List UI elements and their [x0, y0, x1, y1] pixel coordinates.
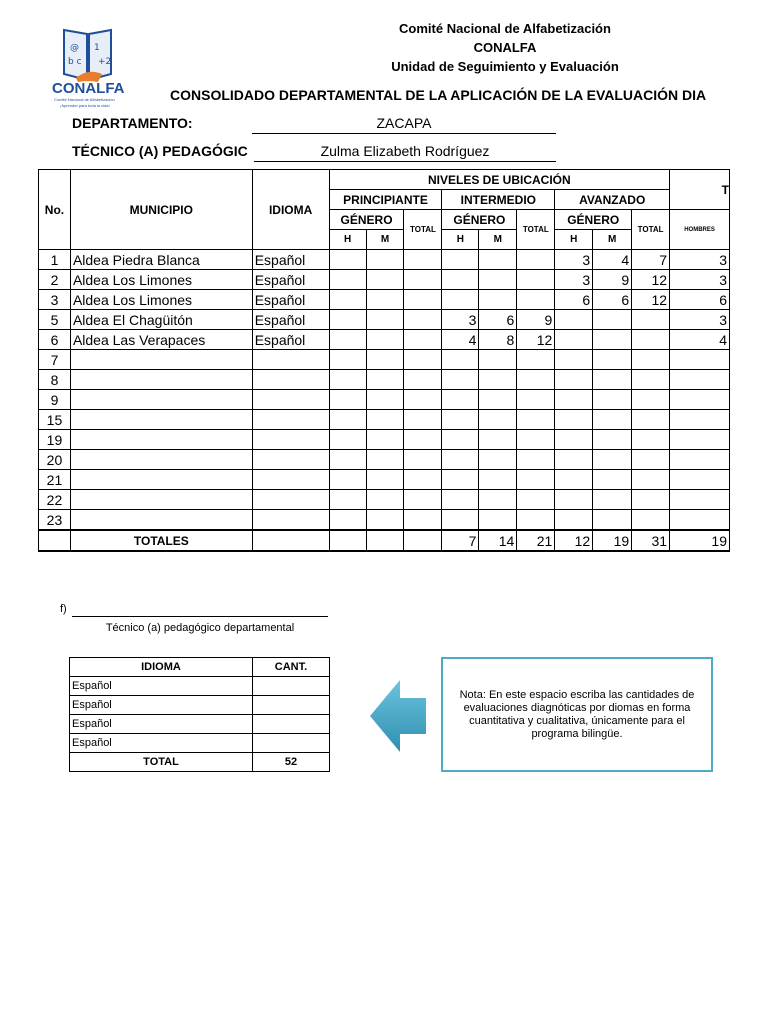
row-it [517, 370, 555, 390]
row-municipio [70, 510, 252, 531]
row-ph [329, 450, 366, 470]
row-it: 12 [517, 330, 555, 350]
totals-it: 21 [517, 530, 555, 551]
row-am [593, 430, 632, 450]
departamento-label: DEPARTAMENTO: [72, 115, 193, 131]
table-row [39, 510, 730, 531]
row-pm [366, 270, 404, 290]
row-pm [366, 490, 404, 510]
row-pm [366, 350, 404, 370]
totals-ih: 7 [442, 530, 479, 551]
row-at: 7 [632, 250, 670, 270]
row-pt [404, 290, 442, 310]
row-idioma [252, 410, 329, 430]
row-pm [366, 250, 404, 270]
row-im [479, 490, 517, 510]
row-ph [329, 310, 366, 330]
row-it [517, 430, 555, 450]
table-body [39, 250, 730, 531]
row-no: 6 [39, 330, 71, 350]
header-h: H [442, 230, 479, 250]
row-ih [442, 410, 479, 430]
row-ah: 3 [555, 270, 593, 290]
logo-subtitle: Comité Nacional de Alfabetización [54, 97, 115, 102]
row-pm [366, 310, 404, 330]
row-am [593, 350, 632, 370]
totals-am: 19 [593, 530, 632, 551]
row-pm [366, 370, 404, 390]
row-im [479, 450, 517, 470]
row-it [517, 390, 555, 410]
row-it: 9 [517, 310, 555, 330]
row-pt [404, 430, 442, 450]
table-row [39, 310, 730, 330]
row-municipio [70, 470, 252, 490]
row-hombres [670, 350, 730, 370]
row-ih [442, 430, 479, 450]
idioma-row-cant [253, 734, 330, 753]
row-pt [404, 250, 442, 270]
row-ah [555, 510, 593, 531]
table-row [39, 330, 730, 350]
row-hombres [670, 430, 730, 450]
row-am [593, 330, 632, 350]
row-hombres: 6 [670, 290, 730, 310]
row-ph [329, 270, 366, 290]
idioma-row-cant [253, 677, 330, 696]
row-municipio: Aldea El Chagüitón [70, 310, 252, 330]
row-pm [366, 390, 404, 410]
row-ph [329, 430, 366, 450]
row-it [517, 470, 555, 490]
idioma-row-cant [253, 715, 330, 734]
totals-pt [404, 530, 442, 551]
totals-row [39, 530, 730, 551]
row-no: 23 [39, 510, 71, 531]
arrow-left-icon [368, 678, 428, 758]
row-it [517, 510, 555, 531]
row-at [632, 370, 670, 390]
row-ph [329, 330, 366, 350]
row-ih [442, 290, 479, 310]
row-no: 20 [39, 450, 71, 470]
row-pt [404, 310, 442, 330]
idioma-header: IDIOMA [70, 658, 253, 677]
row-im [479, 390, 517, 410]
tecnico-label: TÉCNICO (A) PEDAGÓGIC [72, 143, 248, 159]
idioma-total-value: 52 [253, 753, 330, 772]
row-ph [329, 350, 366, 370]
row-at [632, 430, 670, 450]
row-no: 5 [39, 310, 71, 330]
row-municipio: Aldea Las Verapaces [70, 330, 252, 350]
row-ph [329, 410, 366, 430]
signature-caption: Técnico (a) pedagógico departamental [105, 622, 295, 634]
row-pm [366, 410, 404, 430]
row-at [632, 390, 670, 410]
row-ah [555, 310, 593, 330]
row-im [479, 510, 517, 531]
row-idioma [252, 470, 329, 490]
row-am [593, 310, 632, 330]
table-row [39, 290, 730, 310]
row-ah [555, 330, 593, 350]
row-am [593, 450, 632, 470]
header-idioma: IDIOMA [252, 170, 329, 250]
row-am: 6 [593, 290, 632, 310]
row-ih [442, 390, 479, 410]
row-pm [366, 470, 404, 490]
row-idioma [252, 490, 329, 510]
row-ah [555, 350, 593, 370]
row-am: 9 [593, 270, 632, 290]
totals-idioma [252, 530, 329, 551]
header-h: H [329, 230, 366, 250]
header-genero-principiante: GÉNERO [329, 210, 404, 230]
logo-tagline: ¡Aprender para toda la vida! [60, 103, 110, 108]
row-idioma: Español [252, 250, 329, 270]
header-hombres: HOMBRES [670, 210, 730, 250]
row-ih [442, 270, 479, 290]
header-intermedio: INTERMEDIO [442, 190, 555, 210]
row-pt [404, 270, 442, 290]
row-municipio [70, 350, 252, 370]
row-pm [366, 290, 404, 310]
row-im [479, 350, 517, 370]
row-at: 12 [632, 270, 670, 290]
row-it [517, 450, 555, 470]
table-row [39, 270, 730, 290]
header-line-3: Unidad de Seguimiento y Evaluación [391, 59, 619, 74]
row-am [593, 510, 632, 531]
table-row [39, 350, 730, 370]
header-m: M [366, 230, 404, 250]
row-pm [366, 510, 404, 531]
row-ih: 3 [442, 310, 479, 330]
header-t-truncated: T [670, 170, 730, 210]
header-genero-intermedio: GÉNERO [442, 210, 517, 230]
report-title: CONSOLIDADO DEPARTAMENTAL DE LA APLICACIÓN DE LA EVALUACIÓN DIA [170, 87, 707, 103]
idioma-row [70, 734, 330, 753]
row-at [632, 310, 670, 330]
row-hombres: 3 [670, 250, 730, 270]
row-it [517, 410, 555, 430]
row-ah [555, 390, 593, 410]
row-ih [442, 470, 479, 490]
row-ah: 6 [555, 290, 593, 310]
row-ah [555, 410, 593, 430]
row-no: 7 [39, 350, 71, 370]
row-pt [404, 510, 442, 531]
idioma-row [70, 715, 330, 734]
idioma-row-cant [253, 696, 330, 715]
row-no: 15 [39, 410, 71, 430]
table-row [39, 470, 730, 490]
header-municipio: MUNICIPIO [70, 170, 252, 250]
row-no: 19 [39, 430, 71, 450]
row-hombres: 3 [670, 310, 730, 330]
table-row [39, 410, 730, 430]
logo-name: CONALFA [52, 80, 125, 97]
row-no: 22 [39, 490, 71, 510]
header-m: M [593, 230, 632, 250]
row-ph [329, 490, 366, 510]
row-idioma [252, 450, 329, 470]
row-am [593, 370, 632, 390]
row-at [632, 450, 670, 470]
svg-text:+2: +2 [98, 57, 112, 67]
row-pt [404, 450, 442, 470]
row-idioma: Español [252, 270, 329, 290]
main-table [38, 169, 730, 552]
row-ih: 4 [442, 330, 479, 350]
row-idioma [252, 390, 329, 410]
header-line-2: CONALFA [473, 40, 537, 55]
row-hombres [670, 390, 730, 410]
row-municipio [70, 450, 252, 470]
cant-header: CANT. [253, 658, 330, 677]
row-municipio: Aldea Los Limones [70, 290, 252, 310]
header-principiante: PRINCIPIANTE [329, 190, 442, 210]
idioma-total-label: TOTAL [70, 753, 253, 772]
row-im [479, 270, 517, 290]
row-no: 9 [39, 390, 71, 410]
signature-line [72, 616, 328, 617]
row-at [632, 470, 670, 490]
tecnico-value: Zulma Elizabeth Rodríguez [254, 143, 556, 162]
row-ih [442, 370, 479, 390]
row-ih [442, 450, 479, 470]
idioma-row-name: Español [70, 677, 253, 696]
row-at [632, 350, 670, 370]
row-pt [404, 490, 442, 510]
header-niveles: NIVELES DE UBICACIÓN [329, 170, 670, 190]
row-im [479, 470, 517, 490]
totals-hombres: 19 [670, 530, 730, 551]
row-it [517, 350, 555, 370]
row-pt [404, 470, 442, 490]
row-no: 8 [39, 370, 71, 390]
table-row [39, 490, 730, 510]
row-at [632, 330, 670, 350]
row-hombres [670, 470, 730, 490]
row-at [632, 410, 670, 430]
row-im: 6 [479, 310, 517, 330]
table-row [39, 370, 730, 390]
header-genero-avanzado: GÉNERO [555, 210, 632, 230]
row-at [632, 490, 670, 510]
row-at: 12 [632, 290, 670, 310]
row-ph [329, 470, 366, 490]
header-total-principiante: TOTAL [404, 210, 442, 250]
row-ph [329, 510, 366, 531]
row-hombres: 4 [670, 330, 730, 350]
table-row [39, 250, 730, 270]
table-row [39, 390, 730, 410]
signature-prefix: f) [60, 603, 67, 615]
row-ph [329, 370, 366, 390]
row-municipio [70, 490, 252, 510]
row-hombres [670, 490, 730, 510]
row-municipio [70, 390, 252, 410]
row-pt [404, 330, 442, 350]
row-am [593, 470, 632, 490]
table-row [39, 450, 730, 470]
row-hombres: 3 [670, 270, 730, 290]
idioma-table [69, 657, 330, 772]
row-no: 21 [39, 470, 71, 490]
row-it [517, 490, 555, 510]
header-avanzado: AVANZADO [555, 190, 670, 210]
row-it [517, 290, 555, 310]
row-ph [329, 290, 366, 310]
row-it [517, 270, 555, 290]
row-pt [404, 350, 442, 370]
row-ph [329, 250, 366, 270]
idioma-row [70, 696, 330, 715]
note-text: Nota: En este espacio escriba las cantidades de evaluaciones diagnóticas por diomas en forma cuantitativa y cualitativa, únicamente para el programa bilingüe. [459, 688, 695, 740]
row-no: 3 [39, 290, 71, 310]
row-am [593, 390, 632, 410]
row-ih [442, 490, 479, 510]
idioma-row [70, 677, 330, 696]
row-ah: 3 [555, 250, 593, 270]
idioma-body [70, 677, 330, 753]
row-idioma: Español [252, 310, 329, 330]
row-ah [555, 370, 593, 390]
row-pm [366, 430, 404, 450]
row-im [479, 290, 517, 310]
row-hombres [670, 370, 730, 390]
row-hombres [670, 450, 730, 470]
table-row [39, 430, 730, 450]
row-im: 8 [479, 330, 517, 350]
row-no: 2 [39, 270, 71, 290]
row-idioma: Español [252, 330, 329, 350]
row-ah [555, 450, 593, 470]
row-pt [404, 370, 442, 390]
row-pt [404, 410, 442, 430]
header-m: M [479, 230, 517, 250]
row-idioma [252, 370, 329, 390]
totals-ah: 12 [555, 530, 593, 551]
departamento-value: ZACAPA [252, 115, 556, 134]
totals-im: 14 [479, 530, 517, 551]
row-ih [442, 510, 479, 531]
note-box [441, 657, 713, 772]
totals-empty [39, 530, 71, 551]
row-idioma [252, 430, 329, 450]
row-ph [329, 390, 366, 410]
row-municipio [70, 430, 252, 450]
header-no: No. [39, 170, 71, 250]
row-am [593, 490, 632, 510]
row-ah [555, 490, 593, 510]
header-total-avanzado: TOTAL [632, 210, 670, 250]
row-municipio [70, 410, 252, 430]
row-ah [555, 470, 593, 490]
header-h: H [555, 230, 593, 250]
row-idioma [252, 510, 329, 531]
row-ih [442, 250, 479, 270]
row-hombres [670, 510, 730, 531]
idioma-row-name: Español [70, 734, 253, 753]
svg-text:b c: b c [68, 57, 82, 67]
row-municipio: Aldea Piedra Blanca [70, 250, 252, 270]
idioma-row-name: Español [70, 715, 253, 734]
row-idioma [252, 350, 329, 370]
row-pm [366, 450, 404, 470]
row-no: 1 [39, 250, 71, 270]
row-im [479, 370, 517, 390]
row-am: 4 [593, 250, 632, 270]
row-municipio [70, 370, 252, 390]
row-municipio: Aldea Los Limones [70, 270, 252, 290]
row-am [593, 410, 632, 430]
row-im [479, 430, 517, 450]
totals-pm [366, 530, 404, 551]
row-pm [366, 330, 404, 350]
header-line-1: Comité Nacional de Alfabetización [399, 21, 611, 36]
header-total-intermedio: TOTAL [517, 210, 555, 250]
totals-ph [329, 530, 366, 551]
row-im [479, 410, 517, 430]
row-it [517, 250, 555, 270]
row-pt [404, 390, 442, 410]
totals-at: 31 [632, 530, 670, 551]
svg-text:@: @ [70, 43, 79, 53]
row-ah [555, 430, 593, 450]
row-idioma: Español [252, 290, 329, 310]
row-hombres [670, 410, 730, 430]
totals-label: TOTALES [70, 530, 252, 551]
row-at [632, 510, 670, 531]
row-im [479, 250, 517, 270]
svg-text:1: 1 [94, 43, 100, 53]
idioma-row-name: Español [70, 696, 253, 715]
row-ih [442, 350, 479, 370]
